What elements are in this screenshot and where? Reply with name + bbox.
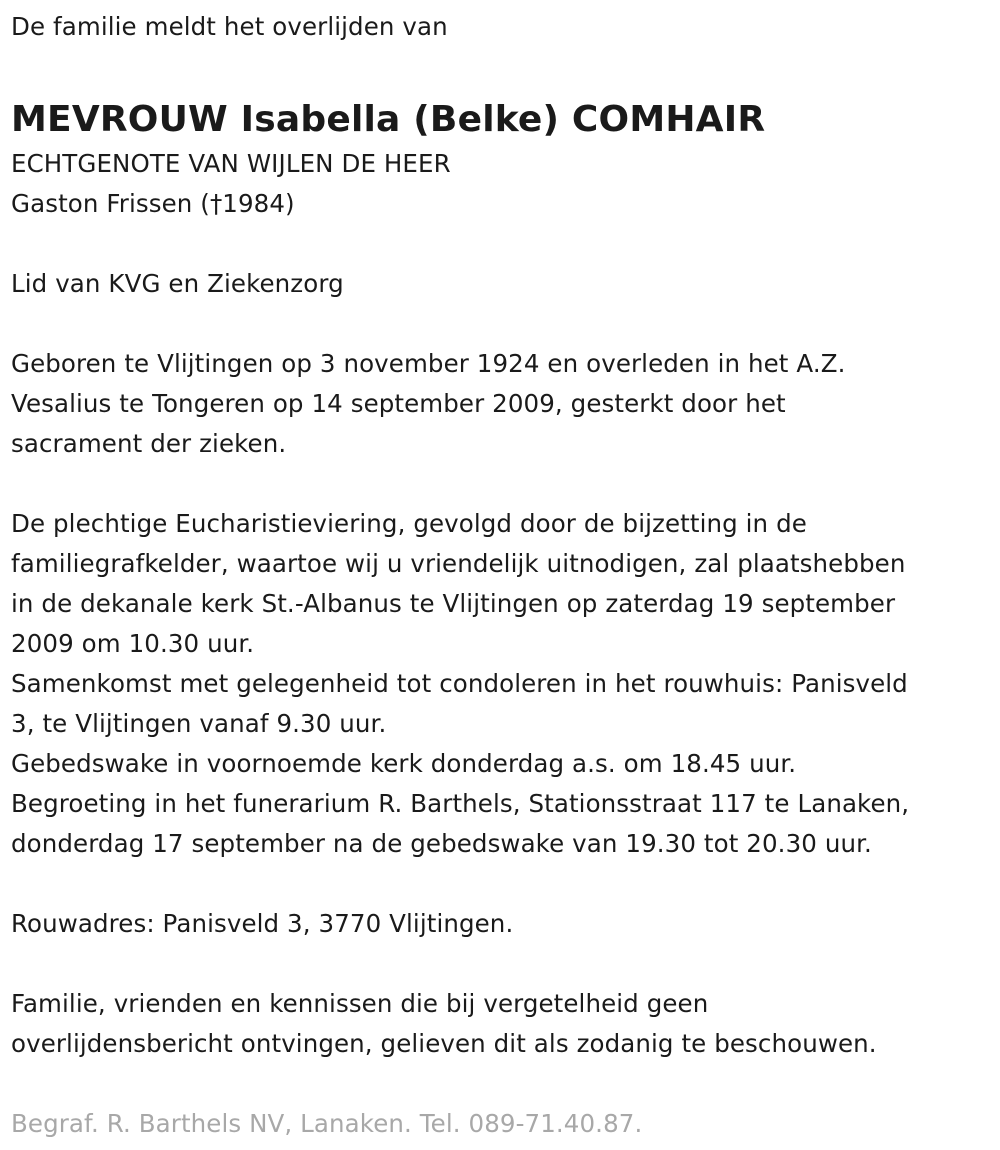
spacer <box>11 224 996 264</box>
spacer <box>11 304 996 344</box>
spacer <box>11 464 996 504</box>
death-notice <box>11 7 996 1144</box>
spacer <box>11 1064 996 1104</box>
membership-text: Lid van KVG en Ziekenzorg <box>11 269 344 298</box>
paragraph-line: Familie, vrienden en kennissen die bij vergetelheid geen <box>11 989 709 1018</box>
funeral-home-footer: Begraf. R. Barthels NV, Lanaken. Tel. 089-71.40.87. <box>11 1109 643 1138</box>
paragraph-line: Geboren te Vlijtingen op 3 november 1924 en overleden in het A.Z. <box>11 349 846 378</box>
deceased-name: MEVROUW Isabella (Belke) COMHAIR <box>11 99 766 140</box>
paragraph-line: 3, te Vlijtingen vanaf 9.30 uur. <box>11 709 387 738</box>
mourning-address: Rouwadres: Panisveld 3, 3770 Vlijtingen. <box>11 909 514 938</box>
paragraph-line: donderdag 17 september na de gebedswake van 19.30 tot 20.30 uur. <box>11 829 872 858</box>
closing-paragraph <box>11 984 996 1064</box>
paragraph-line: Vesalius te Tongeren op 14 september 2009, gesterkt door het <box>11 389 786 418</box>
spacer <box>11 864 996 904</box>
intro-text: De familie meldt het overlijden van <box>11 12 448 41</box>
paragraph-line: 2009 om 10.30 uur. <box>11 629 255 658</box>
paragraph-line: sacrament der zieken. <box>11 429 287 458</box>
spouse-name: Gaston Frissen (†1984) <box>11 189 295 218</box>
birth-death-paragraph <box>11 344 996 464</box>
paragraph-line: Begroeting in het funerarium R. Barthels, Stationsstraat 117 te Lanaken, <box>11 789 910 818</box>
paragraph-line: familiegrafkelder, waartoe wij u vriendelijk uitnodigen, zal plaatshebben <box>11 549 906 578</box>
spacer <box>11 944 996 984</box>
spacer <box>11 47 996 87</box>
paragraph-line: De plechtige Eucharistieviering, gevolgd door de bijzetting in de <box>11 509 807 538</box>
paragraph-line: Gebedswake in voornoemde kerk donderdag a.s. om 18.45 uur. <box>11 749 797 778</box>
paragraph-line: overlijdensbericht ontvingen, gelieven dit als zodanig te beschouwen. <box>11 1029 877 1058</box>
spouse-title: ECHTGENOTE VAN WIJLEN DE HEER <box>11 149 451 178</box>
paragraph-line: in de dekanale kerk St.-Albanus te Vlijtingen op zaterdag 19 september <box>11 589 896 618</box>
ceremony-paragraph <box>11 504 996 864</box>
paragraph-line: Samenkomst met gelegenheid tot condoleren in het rouwhuis: Panisveld <box>11 669 908 698</box>
